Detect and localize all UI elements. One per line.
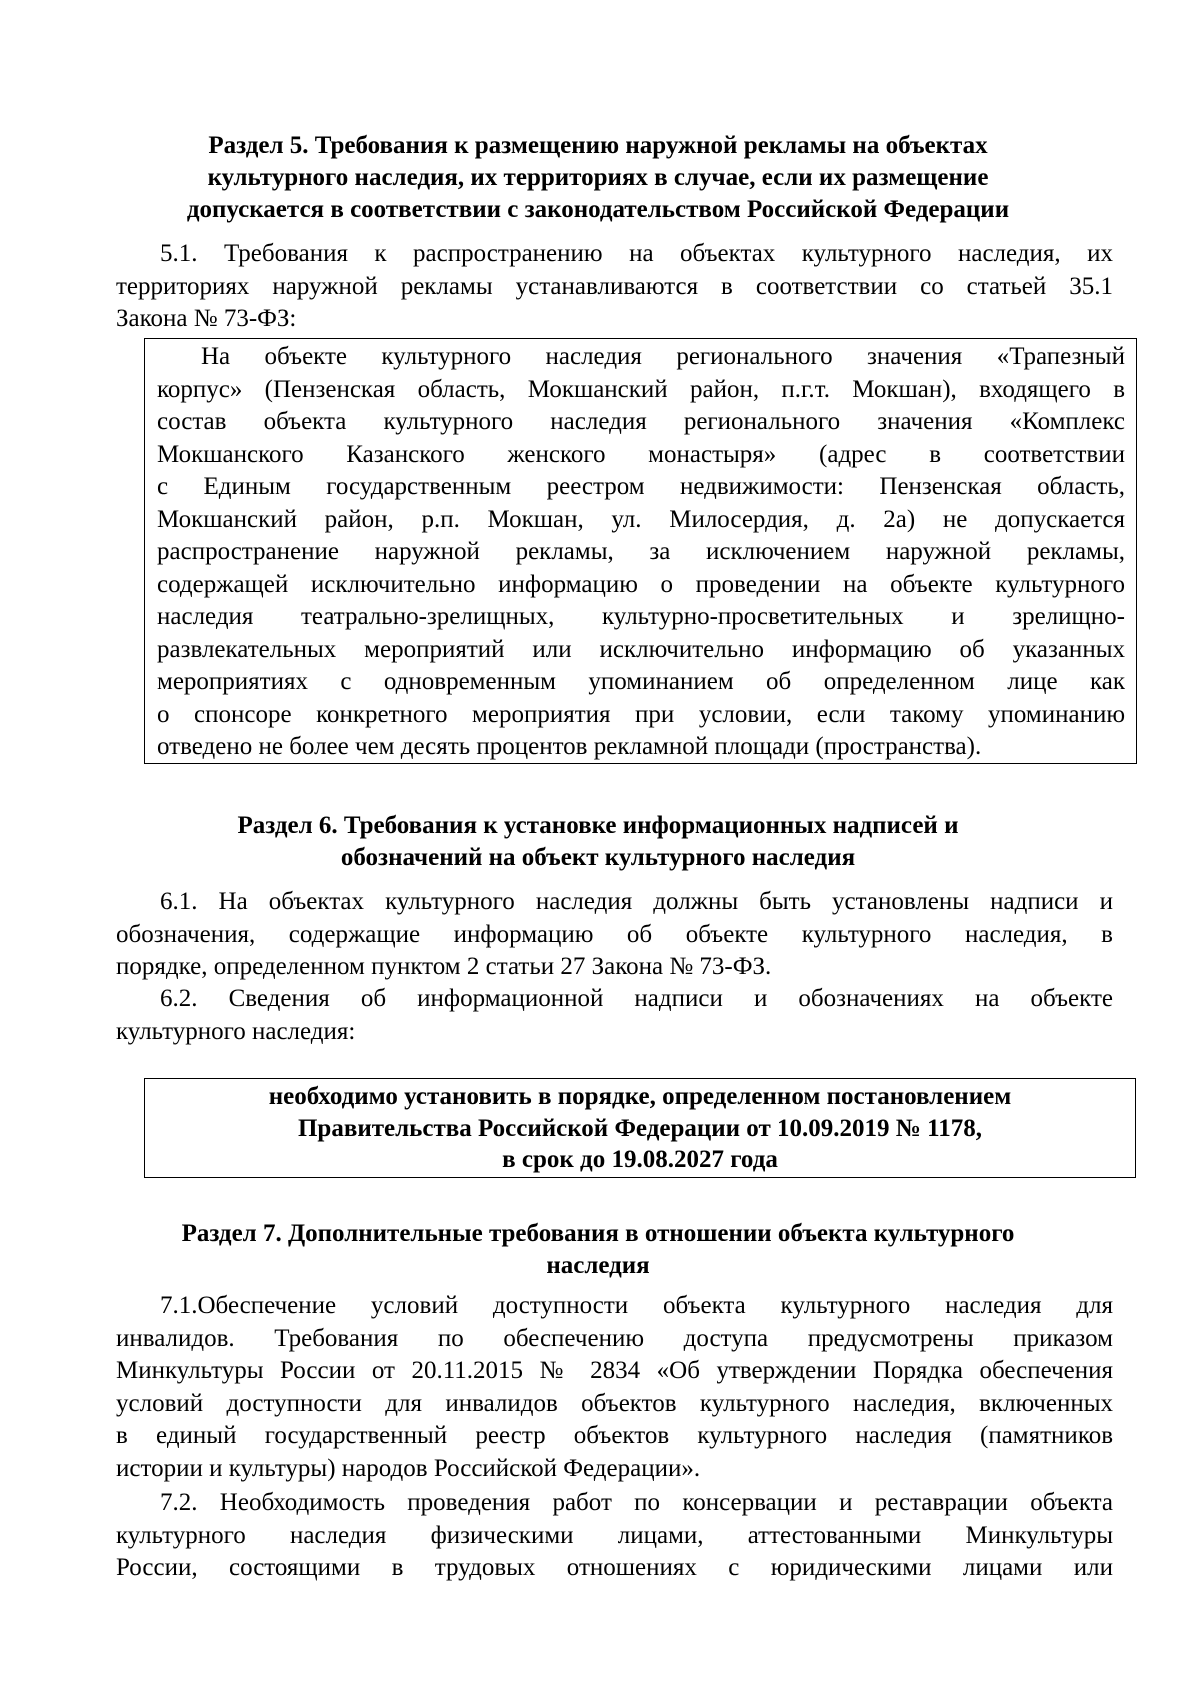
paragraph-line: 6.1. На объектах культурного наследия должны быть установлены надписи и [160,888,1113,915]
paragraph-line: Закона № 73-ФЗ: [116,305,297,332]
paragraph-line: условий доступности для инвалидов объектов культурного наследия, включенных [116,1389,1113,1417]
box-line: необходимо установить в порядке, определенном постановлением [268,1083,1012,1110]
section-6-heading-line: Раздел 6. Требования к установке информационных надписей и [237,812,959,839]
paragraph-line: культурного наследия физическими лицами, аттестованными Минкультуры [116,1521,1113,1549]
section-6-heading [110,810,1086,874]
paragraph-line: России, состоящими в трудовых отношениях с юридическими лицами или [116,1554,1113,1581]
paragraph-line: 5.1. Требования к распространению на объектах культурного наследия, их [160,240,1113,267]
box-line: в срок до 19.08.2027 года [502,1146,778,1173]
section-7-heading [110,1218,1086,1282]
box-line: наследия театрально-зрелищных, культурно-просветительных и зрелищно- [157,603,1125,630]
box-line: мероприятиях с одновременным упоминанием об определенном лице как [157,668,1125,695]
box-line: с Единым государственным реестром недвижимости: Пензенская область, [157,473,1125,500]
section-7-heading-line: наследия [546,1252,650,1279]
box-line: распространение наружной рекламы, за исключением наружной рекламы, [157,538,1125,565]
section-5-heading-line: Раздел 5. Требования к размещению наружной рекламы на объектах [208,132,988,159]
paragraph-line: 7.2. Необходимость проведения работ по консервации и реставрации объекта [160,1489,1113,1516]
box-line: корпус» (Пензенская область, Мокшанский район, п.г.т. Мокшан), входящего в [157,375,1125,403]
paragraph-line: 7.1.Обеспечение условий доступности объекта культурного наследия для [160,1292,1113,1319]
box-line: о спонсоре конкретного мероприятия при условии, если такому упоминанию [157,700,1125,728]
box-line: Правительства Российской Федерации от 10.09.2019 № 1178, [297,1114,983,1142]
section-5-heading-line: культурного наследия, их территориях в случае, если их размещение [207,164,989,191]
paragraph-line: обозначения, содержащие информацию об объекте культурного наследия, в [116,920,1113,948]
box-line: Мокшанского Казанского женского монастыря» (адрес в соответствии [157,440,1125,468]
advertising-requirements-box [144,338,1137,764]
box-line: На объекте культурного наследия регионального значения «Трапезный [201,343,1125,370]
box-line: Мокшанский район, р.п. Мокшан, ул. Милосердия, д. 2а) не допускается [157,505,1125,533]
inscription-requirements-box [144,1078,1136,1178]
paragraph-line: в единый государственный реестр объектов культурного наследия (памятников [116,1422,1113,1449]
paragraph-7-1 [116,1290,1113,1485]
inscription-requirements-text [145,1081,1135,1176]
paragraph-6-2 [116,983,1113,1048]
section-5-heading-line: допускается в соответствии с законодательством Российской Федерации [186,196,1010,223]
box-line: развлекательных мероприятий или исключительно информацию об указанных [157,635,1125,663]
section-6-heading-line: обозначений на объект культурного наследия [340,844,856,871]
section-5-heading [110,130,1086,226]
paragraph-line: культурного наследия: [116,1017,356,1045]
paragraph-line: истории и культуры) народов Российской Федерации». [116,1454,701,1482]
paragraph-line: инвалидов. Требования по обеспечению доступа предусмотрены приказом [116,1324,1113,1352]
paragraph-line: 6.2. Сведения об информационной надписи и обозначениях на объекте [160,985,1113,1012]
box-line: состав объекта культурного наследия регионального значения «Комплекс [157,408,1125,435]
box-line: содержащей исключительно информацию о проведении на объекте культурного [157,570,1125,598]
paragraph-6-1 [116,886,1113,984]
paragraph-7-2 [116,1487,1113,1585]
paragraph-line: территориях наружной рекламы устанавливаются в соответствии со статьей 35.1 [116,272,1113,300]
paragraph-5-1 [116,238,1113,336]
box-line: отведено не более чем десять процентов рекламной площади (пространства). [157,733,982,760]
section-7-heading-line: Раздел 7. Дополнительные требования в отношении объекта культурного [181,1220,1015,1247]
paragraph-line: порядке, определенном пунктом 2 статьи 27 Закона № 73-ФЗ. [116,953,772,980]
paragraph-line: Минкультуры России от 20.11.2015 № 2834 «Об утверждении Порядка обеспечения [116,1357,1113,1384]
